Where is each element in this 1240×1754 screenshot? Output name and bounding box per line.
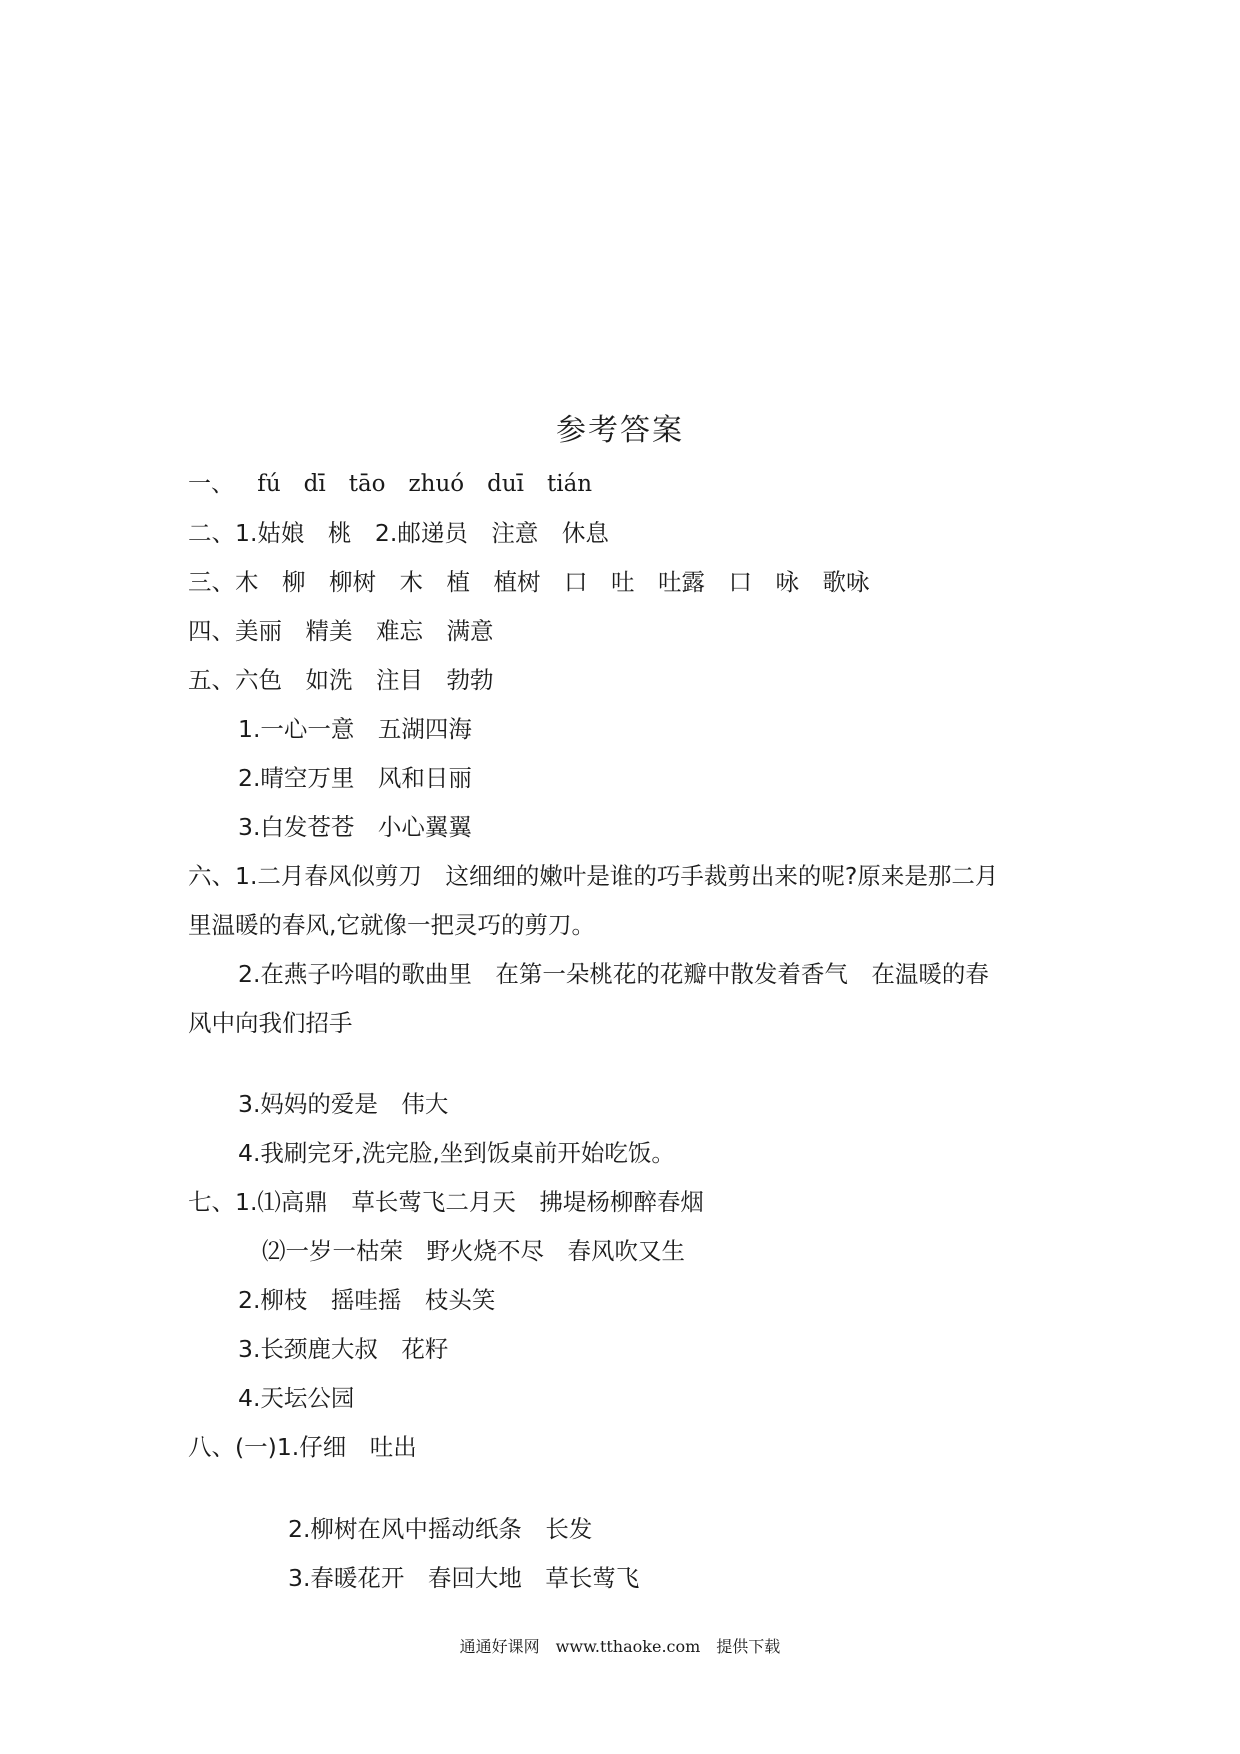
answer-line-9: 六、1.二月春风似剪刀 这细细的嫩叶是谁的巧手裁剪出来的呢?原来是那二月 bbox=[188, 862, 999, 890]
answer-line-6: 1.一心一意 五湖四海 bbox=[238, 715, 472, 743]
answer-line-13: 3.妈妈的爱是 伟大 bbox=[238, 1090, 449, 1118]
page-title: 参考答案 bbox=[556, 413, 684, 448]
answer-line-20: 八、(一)1.仔细 吐出 bbox=[188, 1433, 417, 1461]
answer-line-7: 2.晴空万里 风和日丽 bbox=[238, 764, 472, 792]
answer-line-15: 七、1.⑴高鼎 草长莺飞二月天 拂堤杨柳醉春烟 bbox=[188, 1188, 704, 1216]
answer-line-2: 二、1.姑娘 桃 2.邮递员 注意 休息 bbox=[188, 519, 609, 547]
answer-line-3: 三、木 柳 柳树 木 植 植树 口 吐 吐露 口 咏 歌咏 bbox=[188, 568, 870, 596]
answer-line-8: 3.白发苍苍 小心翼翼 bbox=[238, 813, 472, 841]
answer-line-21: 2.柳树在风中摇动纸条 长发 bbox=[288, 1515, 593, 1543]
answer-line-5: 五、六色 如洗 注目 勃勃 bbox=[188, 666, 494, 694]
answer-line-19: 4.天坛公园 bbox=[238, 1384, 355, 1412]
answer-line-22: 3.春暖花开 春回大地 草长莺飞 bbox=[288, 1564, 640, 1592]
answer-line-4: 四、美丽 精美 难忘 满意 bbox=[188, 617, 494, 645]
answer-line-17: 2.柳枝 摇哇摇 枝头笑 bbox=[238, 1286, 496, 1314]
answer-line-12: 风中向我们招手 bbox=[188, 1009, 353, 1037]
answer-line-18: 3.长颈鹿大叔 花籽 bbox=[238, 1335, 449, 1363]
answer-line-10: 里温暖的春风,它就像一把灵巧的剪刀。 bbox=[188, 911, 595, 939]
download-footer: 通通好课网 www.tthaoke.com 提供下载 bbox=[459, 1637, 781, 1656]
answer-line-11: 2.在燕子吟唱的歌曲里 在第一朵桃花的花瓣中散发着香气 在温暖的春 bbox=[238, 960, 989, 988]
answer-line-14: 4.我刷完牙,洗完脸,坐到饭桌前开始吃饭。 bbox=[238, 1139, 675, 1167]
answer-line-1: 一、 fú dī tāo zhuó duī tián bbox=[188, 471, 593, 497]
answer-line-16: ⑵一岁一枯荣 野火烧不尽 春风吹又生 bbox=[262, 1237, 685, 1265]
